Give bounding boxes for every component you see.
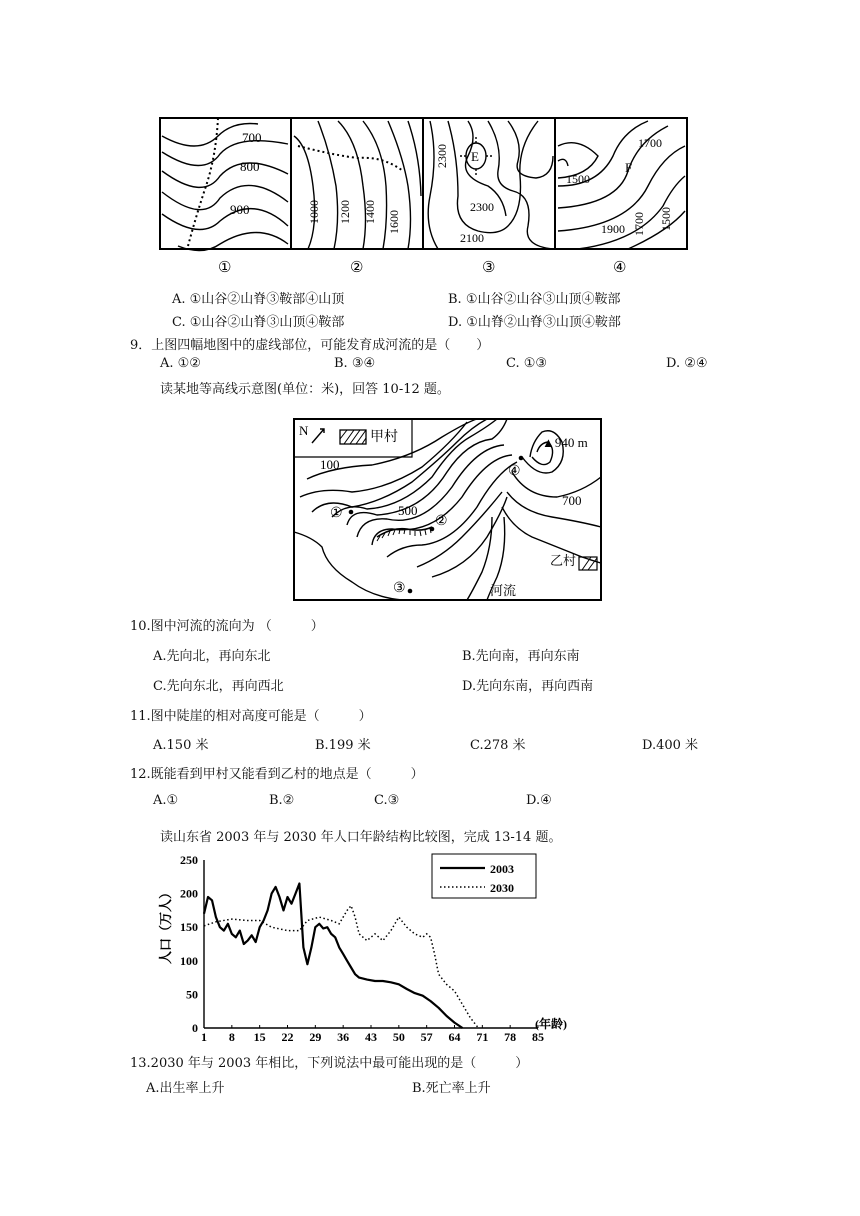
x-tick-label: 36 <box>337 1030 350 1042</box>
q12-option-d: D.④ <box>526 793 552 808</box>
legend-2030: 2030 <box>490 881 514 895</box>
q9-option-d: D. ②④ <box>666 356 708 371</box>
q10-option-d: D.先向东南，再向西南 <box>462 679 594 694</box>
x-tick-label: 64 <box>448 1030 461 1042</box>
panel-1-contours <box>162 118 288 251</box>
panel-3-label-2300b: 2300 <box>470 200 494 214</box>
y-tick-label: 150 <box>180 920 198 935</box>
y-tick-label: 50 <box>186 987 198 1002</box>
q12-option-c: C.③ <box>374 793 400 808</box>
x-tick-label: 29 <box>309 1030 322 1042</box>
q10-option-b: B.先向南，再向东南 <box>462 649 580 664</box>
panel-1-number: ① <box>218 260 232 276</box>
q8-option-c: C. ①山谷②山脊③山顶④鞍部 <box>172 315 345 330</box>
contour-label-700: 700 <box>562 493 582 508</box>
topo-panels-figure <box>158 116 690 278</box>
panel-1-label-900: 900 <box>230 202 250 217</box>
legend-village-a: 甲村 <box>370 430 398 445</box>
panel-4-label-1500a: 1500 <box>566 172 590 186</box>
peak-label: ▲940 m <box>542 435 588 450</box>
q9-option-c: C. ①③ <box>506 356 548 371</box>
point-1-label: ① <box>330 506 343 521</box>
q9-stem: 9．上图四幅地图中的虚线部位，可能发育成河流的是（ ） <box>130 338 490 353</box>
q10-option-a: A.先向北，再向东北 <box>153 649 271 664</box>
y-tick-label: 100 <box>180 953 198 968</box>
q11-option-a: A.150 米 <box>153 738 209 753</box>
x-tick-label: 71 <box>476 1030 489 1042</box>
panel-1-label-700: 700 <box>242 130 262 145</box>
contour-label-100: 100 <box>320 457 340 472</box>
panel-3-label-2100: 2100 <box>460 231 484 245</box>
panel-3-label-2300a: 2300 <box>435 144 449 168</box>
panel-3-point-E: E <box>471 149 479 164</box>
panel-4-label-1700a: 1700 <box>638 136 662 150</box>
y-tick-label: 200 <box>180 886 198 901</box>
panel-2-contours <box>294 121 421 249</box>
x-tick-label: 78 <box>504 1030 517 1042</box>
q12-option-b: B.② <box>269 793 295 808</box>
y-tick-label: 250 <box>180 853 198 867</box>
chart-legend <box>432 854 536 898</box>
q10-option-c: C.先向东北，再向西北 <box>153 679 284 694</box>
q13-option-b: B.死亡率上升 <box>412 1081 491 1096</box>
north-arrow-icon <box>312 429 324 443</box>
panel-4-number: ④ <box>613 260 627 276</box>
q11-option-c: C.278 米 <box>470 738 526 753</box>
q9-option-b: B. ③④ <box>334 356 376 371</box>
q9-option-a: A. ①② <box>160 356 201 371</box>
q8-option-d: D. ①山脊②山脊③山顶④鞍部 <box>448 315 621 330</box>
x-tick-label: 57 <box>420 1030 433 1042</box>
point-3-label: ③ <box>393 581 406 596</box>
series-line-2030 <box>204 906 478 1028</box>
intro-13-14: 读山东省 2003 年与 2030 年人口年龄结构比较图，完成 13-14 题。 <box>160 830 562 845</box>
q11-option-b: B.199 米 <box>315 738 371 753</box>
chart-xlabel: (年龄) <box>535 1017 567 1031</box>
y-tick-label: 0 <box>192 1021 198 1035</box>
north-label: N <box>299 423 309 438</box>
village-b-label: 乙村 <box>550 553 577 568</box>
q11-stem: 11.图中陡崖的相对高度可能是（ ） <box>130 709 372 724</box>
x-tick-label: 15 <box>253 1030 266 1042</box>
q13-option-a: A.出生率上升 <box>146 1081 225 1096</box>
point-4-label: ④ <box>508 464 521 479</box>
panel-4-point-F: F <box>625 160 633 175</box>
panel-4-label-1500b: 1500 <box>659 207 673 231</box>
legend-2003: 2003 <box>490 862 514 876</box>
x-tick-label: 22 <box>281 1030 294 1042</box>
q8-option-a: A. ①山谷②山脊③鞍部④山顶 <box>172 292 345 307</box>
intro-10-12: 读某地等高线示意图(单位：米)，回答 10-12 题。 <box>160 382 450 397</box>
q8-option-b: B. ①山谷②山谷③山顶④鞍部 <box>448 292 621 307</box>
panel-2-label-1400: 1400 <box>363 200 377 224</box>
q13-stem: 13.2030 年与 2003 年相比，下列说法中最可能出现的是（ ） <box>130 1056 529 1071</box>
x-tick-label: 8 <box>228 1030 235 1042</box>
contour-label-500: 500 <box>398 503 418 518</box>
panel-4-label-1900: 1900 <box>601 222 625 236</box>
q12-stem: 12.既能看到甲村又能看到乙村的地点是（ ） <box>130 767 424 782</box>
x-tick-label: 1 <box>201 1030 207 1042</box>
river-label: 河流 <box>490 583 517 598</box>
panel-4-label-1700b: 1700 <box>632 212 646 236</box>
series-line-2003 <box>204 884 463 1029</box>
contour-map-figure <box>292 417 604 603</box>
chart-ylabel: 人口（万人） <box>158 885 173 964</box>
panel-3-contours <box>428 121 553 249</box>
panel-2-label-1000: 1000 <box>307 200 321 224</box>
population-chart <box>150 852 580 1042</box>
panel-2-label-1600: 1600 <box>387 210 401 234</box>
q11-option-d: D.400 米 <box>642 738 699 753</box>
q10-stem: 10.图中河流的流向为 （ ） <box>130 619 324 634</box>
panel-1-label-800: 800 <box>240 159 260 174</box>
q12-option-a: A.① <box>153 793 179 808</box>
panel-2-label-1200: 1200 <box>338 200 352 224</box>
point-2-label: ② <box>435 514 448 529</box>
panel-3-number: ③ <box>482 260 496 276</box>
x-tick-label: 43 <box>365 1030 377 1042</box>
x-tick-label: 85 <box>532 1030 544 1042</box>
panel-2-number: ② <box>350 260 364 276</box>
x-tick-label: 50 <box>392 1030 405 1042</box>
hatched-legend-icon <box>340 430 366 444</box>
